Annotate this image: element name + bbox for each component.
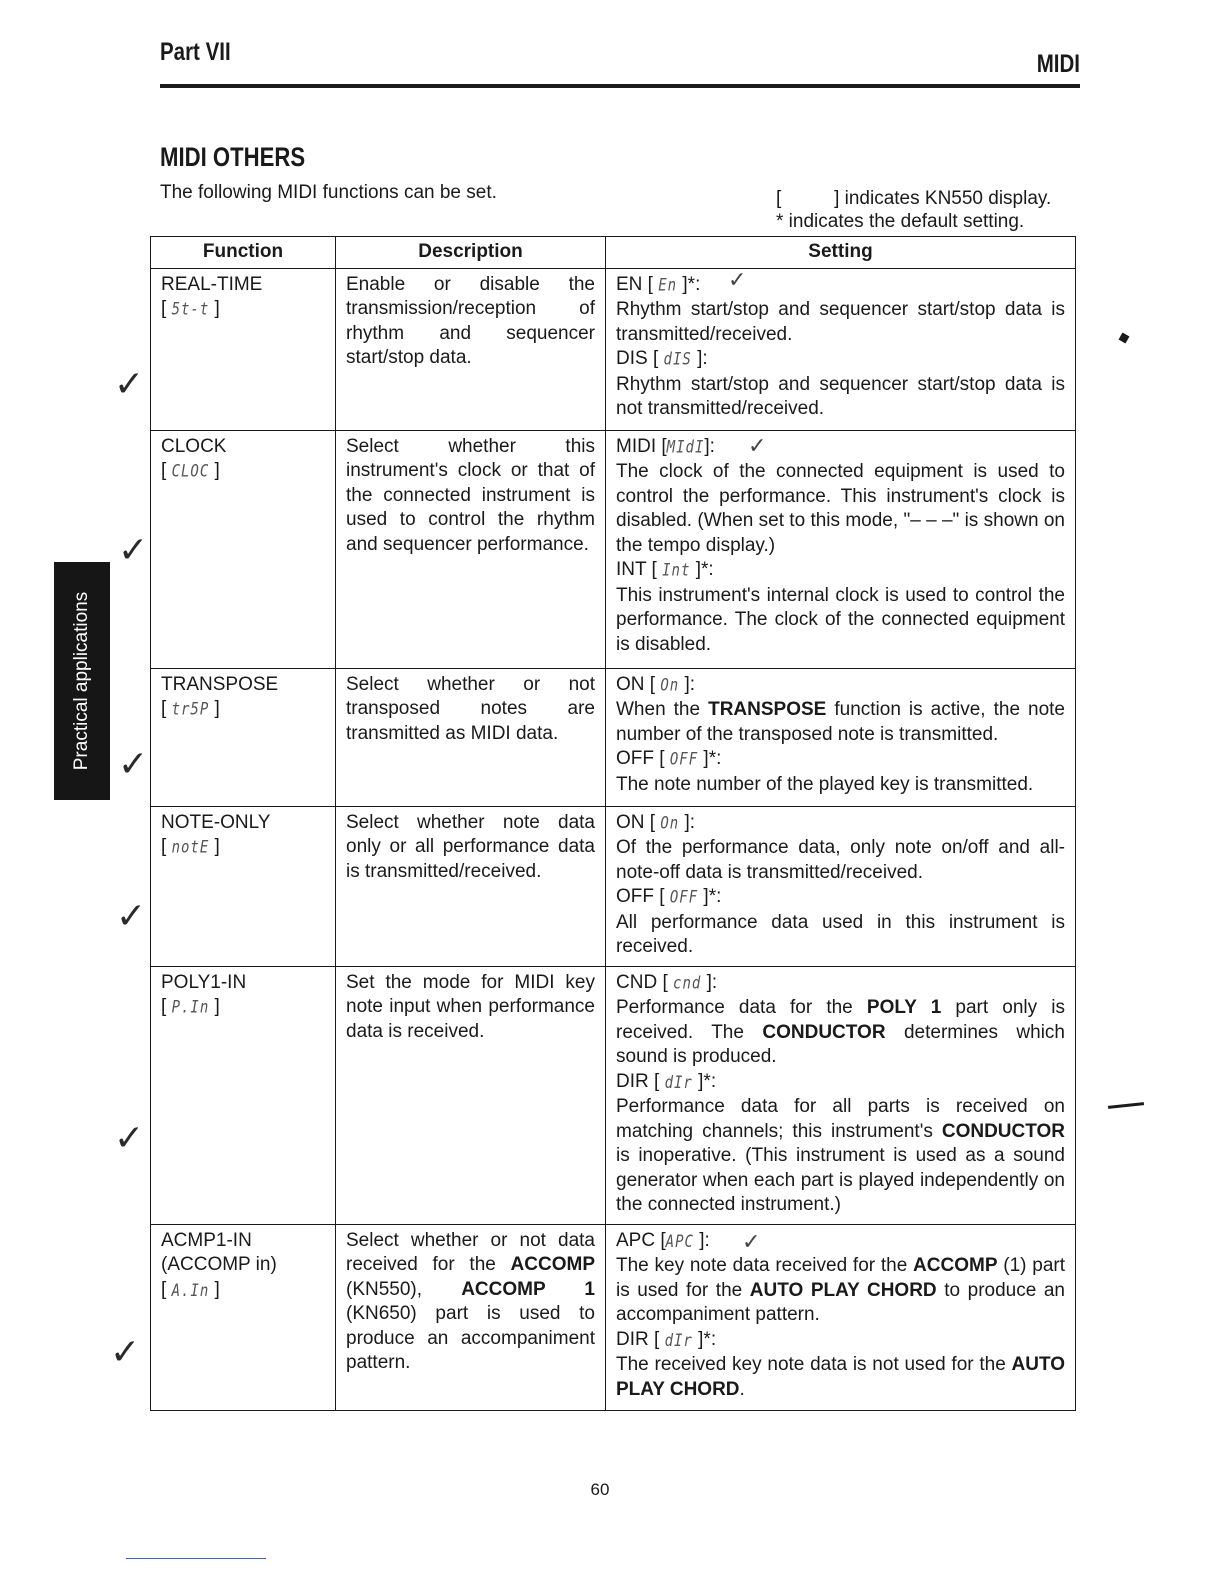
function-name: ACMP1-IN xyxy=(161,1229,252,1251)
function-display: [ A.In ] xyxy=(161,1278,220,1301)
function-display: [ tr5P ] xyxy=(161,698,220,720)
function-cell xyxy=(151,966,336,1224)
setting-text: Of the performance data, only note on/off and all-note-off data is transmitted/received. xyxy=(616,837,1065,883)
setting-option: ON [ On ]: xyxy=(616,673,696,696)
display-legend: [ ] indicates KN550 display. xyxy=(776,188,1052,209)
checkmark-icon: ✓ xyxy=(118,530,149,571)
checkmark-icon: ✓ xyxy=(728,268,747,293)
setting-text: The note number of the played key is transmitted. xyxy=(616,773,1034,795)
setting-cell xyxy=(606,966,1076,1224)
setting-option: OFF [ OFF ]*: xyxy=(616,886,722,908)
margin-mark xyxy=(1119,333,1130,344)
footer-rule xyxy=(126,1558,266,1559)
function-name: POLY1-IN xyxy=(161,971,247,993)
setting-option: OFF [ OFF ]*: xyxy=(616,748,722,770)
setting-text: The clock of the connected equipment is used to control the performance. This instrument's clock is disabled. (When set to this mode, "– – –" is shown on the tempo display.) xyxy=(616,461,1065,556)
checkmark-icon: ✓ xyxy=(114,364,145,405)
setting-option: INT [ Int ]*: xyxy=(616,559,714,581)
default-legend: * indicates the default setting. xyxy=(776,211,1025,232)
function-cell xyxy=(151,430,336,668)
header-rule xyxy=(160,84,1080,88)
setting-text: Rhythm start/stop and sequencer start/stop data is transmitted/received. xyxy=(616,299,1065,345)
setting-option: DIS [ dIS ]: xyxy=(616,348,708,370)
table-row xyxy=(151,966,1076,1224)
function-cell xyxy=(151,668,336,806)
table-header-row xyxy=(151,237,1076,269)
description-cell: Select whether note data only or all performance data is transmitted/received. xyxy=(336,806,606,966)
header-description: Description xyxy=(336,237,606,269)
setting-text: The received key note data is not used for the AUTO PLAY CHORD. xyxy=(616,1354,1065,1400)
table-row xyxy=(151,430,1076,668)
setting-text: Rhythm start/stop and sequencer start/stop data is not transmitted/received. xyxy=(616,373,1065,419)
page-title: MIDI OTHERS xyxy=(160,142,306,172)
setting-option: MIDI [MIdI]: xyxy=(616,435,715,458)
margin-mark xyxy=(1108,1102,1144,1109)
setting-cell xyxy=(606,1224,1076,1410)
description-cell: Enable or disable the transmission/reception of rhythm and sequencer start/stop data. xyxy=(336,268,606,430)
table-row xyxy=(151,1224,1076,1410)
setting-option: DIR [ dIr ]*: xyxy=(616,1070,717,1093)
setting-option: APC [APC ]: xyxy=(616,1229,710,1252)
section-label: MIDI xyxy=(1036,50,1080,78)
function-display: [ 5t-t ] xyxy=(161,298,220,320)
table-row xyxy=(151,806,1076,966)
setting-text: This instrument's internal clock is used to control the performance. The clock of the connected equipment is disabled. xyxy=(616,584,1065,655)
setting-text: The key note data received for the ACCOMP (1) part is used for the AUTO PLAY CHORD to produce an accompaniment pattern. xyxy=(616,1255,1065,1325)
function-name: CLOCK xyxy=(161,435,227,457)
function-subname: (ACCOMP in) xyxy=(161,1254,277,1275)
setting-option: CND [ cnd ]: xyxy=(616,971,718,994)
function-name: NOTE-ONLY xyxy=(161,811,271,833)
side-tab xyxy=(54,562,110,800)
checkmark-icon: ✓ xyxy=(116,896,147,937)
intro-text: The following MIDI functions can be set. xyxy=(160,182,497,203)
description-cell: Select whether or not data received for the ACCOMP (KN550), ACCOMP 1 (KN650) part is used to produce an accompaniment pattern. xyxy=(336,1224,606,1410)
setting-cell xyxy=(606,268,1076,430)
function-cell xyxy=(151,268,336,430)
header-function: Function xyxy=(151,237,336,269)
midi-functions-table xyxy=(150,236,1076,1411)
function-display: [ P.In ] xyxy=(161,996,220,1018)
function-cell xyxy=(151,806,336,966)
setting-option: EN [ En ]*: xyxy=(616,273,701,296)
part-label: Part VII xyxy=(160,38,231,66)
function-name: TRANSPOSE xyxy=(161,673,279,695)
setting-text: When the TRANSPOSE function is active, the note number of the transposed note is transmitted. xyxy=(616,699,1066,745)
function-display: [ CLOC ] xyxy=(161,460,220,482)
side-tab-label: Practical applications xyxy=(71,591,92,771)
checkmark-icon: ✓ xyxy=(742,1230,761,1255)
description-cell: Set the mode for MIDI key note input when performance data is received. xyxy=(336,966,606,1224)
function-name: REAL-TIME xyxy=(161,273,263,295)
function-display: [ notE ] xyxy=(161,836,220,858)
table-row xyxy=(151,668,1076,806)
table-row xyxy=(151,268,1076,430)
function-cell xyxy=(151,1224,336,1410)
description-cell: Select whether or not transposed notes are transmitted as MIDI data. xyxy=(336,668,606,806)
checkmark-icon: ✓ xyxy=(748,434,767,459)
setting-cell xyxy=(606,668,1076,806)
checkmark-icon: ✓ xyxy=(110,1332,141,1373)
setting-text: Performance data for the POLY 1 part only is received. The CONDUCTOR determines which sound is produced. xyxy=(616,997,1066,1067)
checkmark-icon: ✓ xyxy=(114,1118,145,1159)
header-setting: Setting xyxy=(606,237,1076,269)
setting-text: All performance data used in this instrument is received. xyxy=(616,911,1065,957)
checkmark-icon: ✓ xyxy=(118,744,149,785)
setting-option: DIR [ dIr ]*: xyxy=(616,1328,717,1351)
setting-option: ON [ On ]: xyxy=(616,811,696,834)
setting-text: Performance data for all parts is received on matching channels; this instrument's CONDUCTOR is inoperative. (This instrument is used as a sound generator when each part is played independently on the connected instrument.) xyxy=(616,1096,1065,1215)
setting-cell xyxy=(606,430,1076,668)
setting-cell xyxy=(606,806,1076,966)
description-cell: Select whether this instrument's clock or that of the connected instrument is used to control the rhythm and sequencer performance. xyxy=(336,430,606,668)
page-number: 60 xyxy=(590,1480,610,1499)
